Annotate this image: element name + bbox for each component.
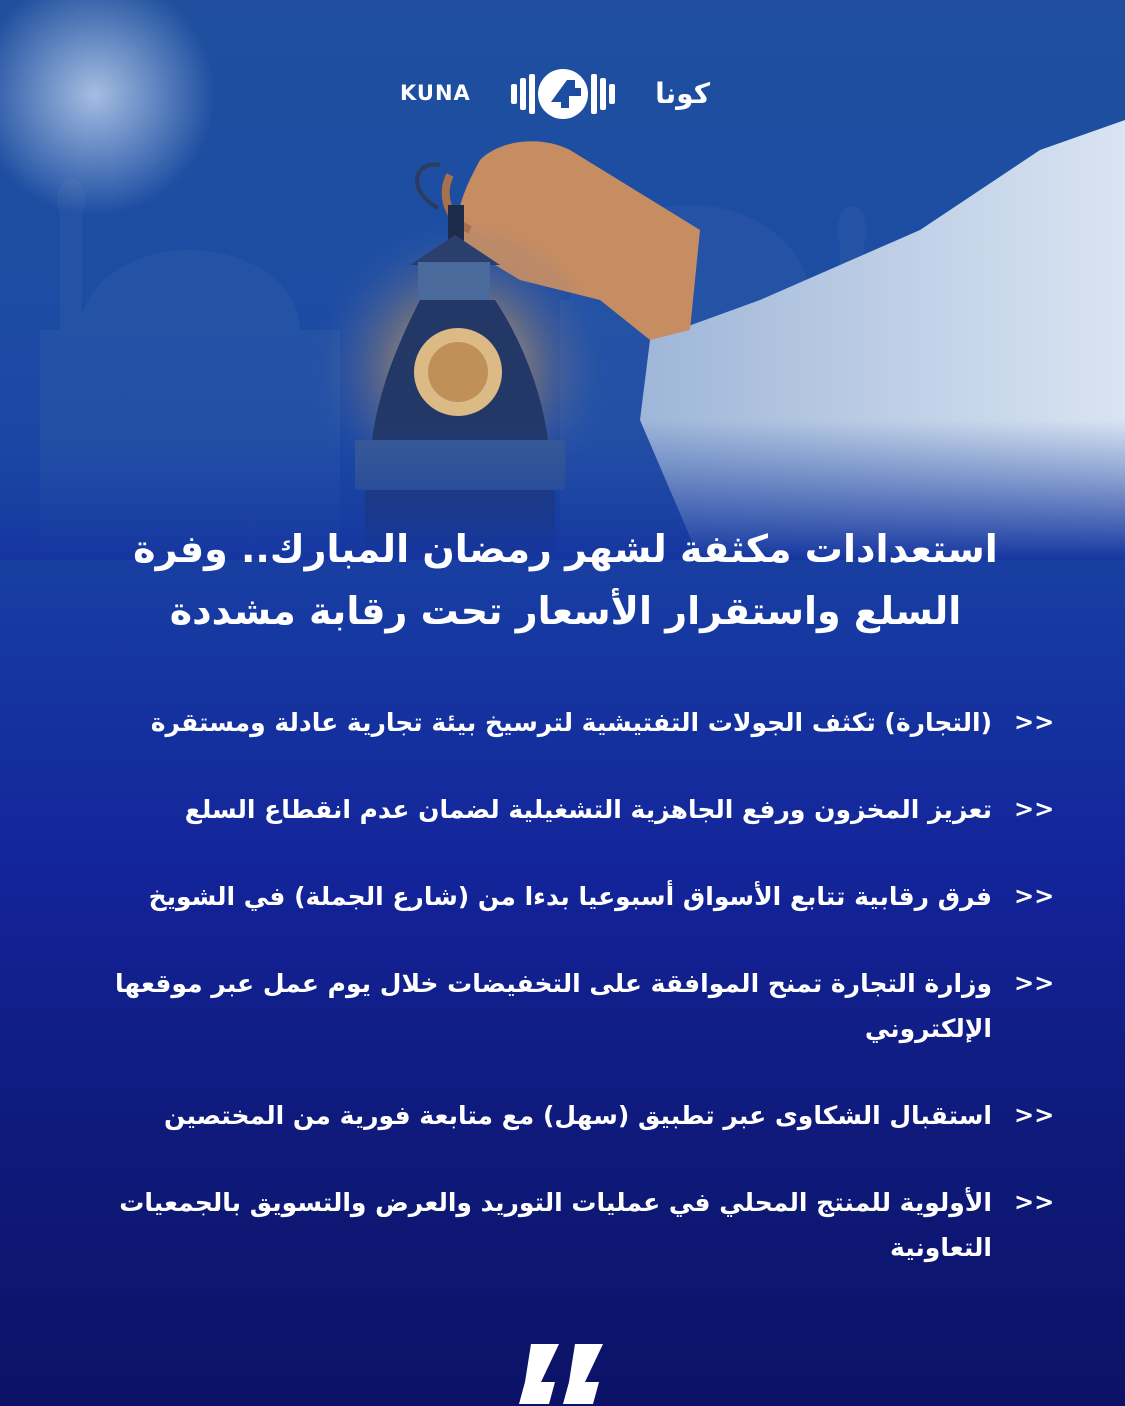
kuna-logo-arabic: كونا [655, 76, 710, 110]
list-item [62, 961, 1060, 1051]
double-chevron-icon: >> [1014, 708, 1055, 736]
headline-line-1: استعدادات مكثفة لشهر رمضان المبارك.. وفرة [133, 527, 998, 571]
list-item [62, 1093, 1060, 1138]
bullet-text: (التجارة) تكثف الجولات التفتيشية لترسيخ بيئة تجارية عادلة ومستقرة [150, 708, 992, 737]
list-item [62, 1180, 1060, 1270]
bullet-text: وزارة التجارة تمنح الموافقة على التخفيضات خلال يوم عمل عبر موقعها الإلكتروني [115, 969, 992, 1043]
list-item [62, 700, 1060, 745]
double-chevron-icon: >> [1014, 1188, 1055, 1216]
quote-mark-icon [515, 1342, 610, 1406]
kuna-logo [400, 58, 710, 128]
bullet-text: تعزيز المخزون ورفع الجاهزية التشغيلية لضمان عدم انقطاع السلع [184, 795, 992, 824]
bullet-text: الأولوية للمنتج المحلي في عمليات التوريد والعرض والتسويق بالجمعيات التعاونية [119, 1188, 992, 1262]
headline [88, 518, 1043, 642]
double-chevron-icon: >> [1014, 882, 1055, 910]
bullet-list [62, 700, 1060, 1312]
kuna-logo-latin: KUNA [400, 81, 471, 105]
double-chevron-icon: >> [1014, 795, 1055, 823]
list-item [62, 787, 1060, 832]
kuna-emblem-icon [507, 58, 619, 128]
headline-line-2: السلع واستقرار الأسعار تحت رقابة مشددة [169, 589, 962, 633]
double-chevron-icon: >> [1014, 1101, 1055, 1129]
bullet-text: فرق رقابية تتابع الأسواق أسبوعيا بدءا من (شارع الجملة) في الشويخ [148, 882, 992, 911]
double-chevron-icon: >> [1014, 969, 1055, 997]
bullet-text: استقبال الشكاوى عبر تطبيق (سهل) مع متابعة فورية من المختصين [163, 1101, 992, 1130]
crescent-moon-icon [0, 0, 215, 215]
list-item [62, 874, 1060, 919]
